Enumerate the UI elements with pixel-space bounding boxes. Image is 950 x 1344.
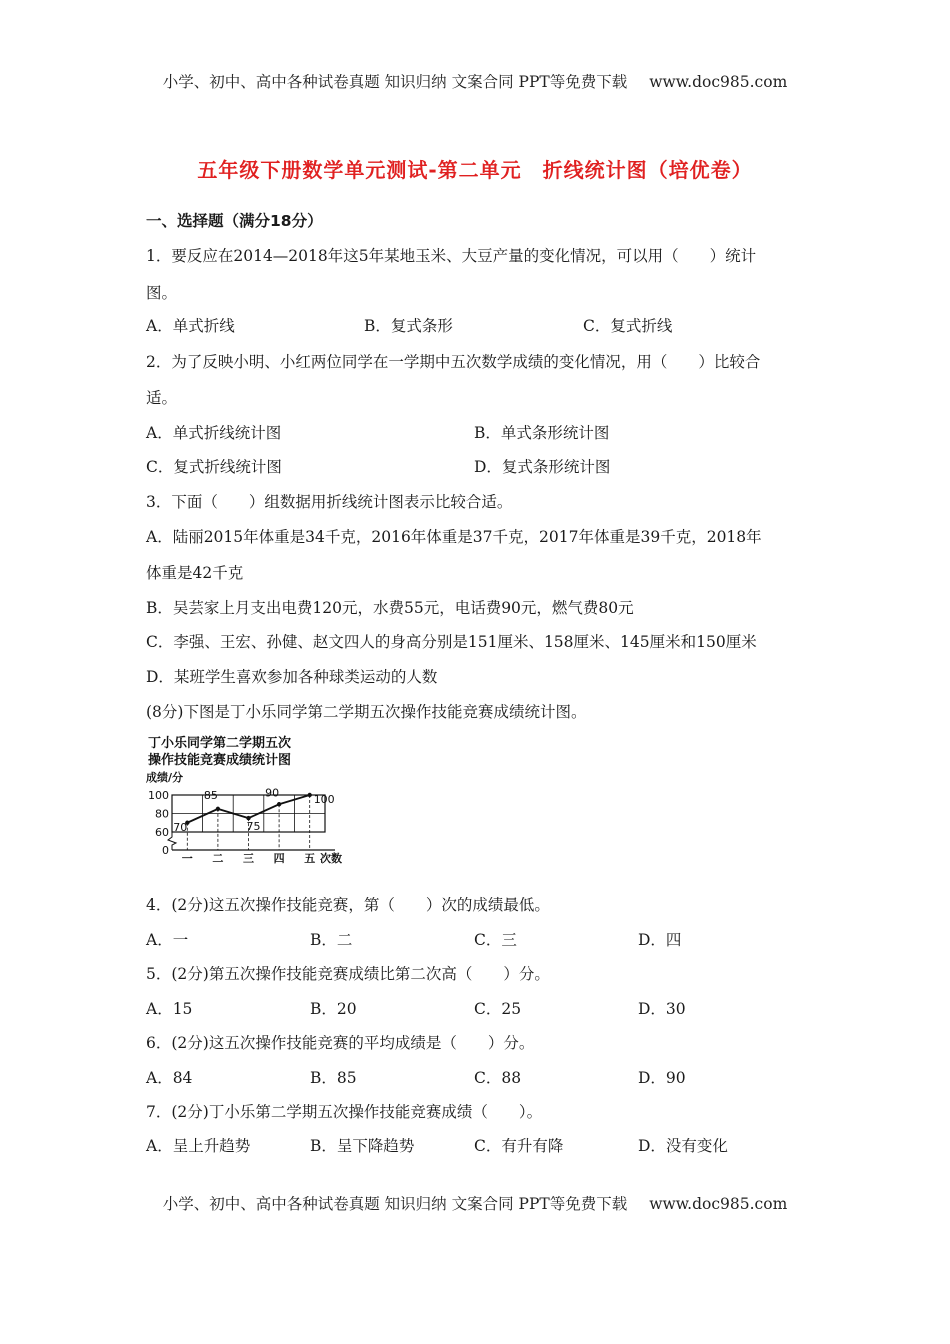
q2-option-c: C．复式折线统计图 <box>146 458 282 476</box>
data-label: 70 <box>173 820 188 834</box>
axis-break <box>168 832 176 850</box>
data-label: 90 <box>265 786 280 800</box>
q6-option-b: B．85 <box>310 1069 357 1087</box>
chart-series <box>173 786 334 834</box>
page-title: 五年级下册数学单元测试-第二单元 折线统计图（培优卷） <box>197 158 753 182</box>
x-tick-label: 二 <box>212 852 224 865</box>
y-tick-label: 60 <box>155 826 169 839</box>
question-6: 6．(2分)这五次操作技能竞赛的平均成绩是（ ）分。 <box>146 1034 535 1052</box>
section-heading: 一、选择题（满分18分） <box>146 212 323 230</box>
chart-y-ticks <box>148 789 169 857</box>
q4-option-d: D．四 <box>638 931 682 949</box>
q7-option-c: C．有升有降 <box>474 1137 564 1155</box>
q5-option-d: D．30 <box>638 1000 686 1018</box>
question-1: 1．要反应在2014—2018年这5年某地玉米、大豆产量的变化情况，可以用（ ）统计 <box>146 247 757 265</box>
q4-option-a: A．一 <box>146 931 189 949</box>
footer-text: 小学、初中、高中各种试卷真题 知识归纳 文案合同 PPT等免费下载 <box>162 1195 628 1213</box>
y-tick-label: 0 <box>162 844 169 857</box>
q4-option-b: B．二 <box>310 931 353 949</box>
score-line-chart <box>140 732 355 867</box>
header-site[interactable]: www.doc985.com <box>649 73 788 91</box>
data-point <box>277 802 281 806</box>
q5-option-a: A．15 <box>146 1000 193 1018</box>
q7-option-b: B．呈下降趋势 <box>310 1137 415 1155</box>
q1-option-b: B．复式条形 <box>364 317 453 335</box>
x-tick-label: 三 <box>243 852 254 865</box>
data-label: 100 <box>313 793 335 806</box>
page-header <box>0 70 950 92</box>
q2-option-d: D．复式条形统计图 <box>474 458 611 476</box>
x-tick-label: 四 <box>273 852 285 865</box>
question-2: 2．为了反映小明、小红两位同学在一学期中五次数学成绩的变化情况，用（ ）比较合 <box>146 353 761 371</box>
q3-option-b: B．吴芸家上月支出电费120元，水费55元，电话费90元，燃气费80元 <box>146 599 634 617</box>
question-3: 3．下面（ ）组数据用折线统计图表示比较合适。 <box>146 493 513 511</box>
q3-option-d: D．某班学生喜欢参加各种球类运动的人数 <box>146 668 438 686</box>
q1-option-a: A．单式折线 <box>146 317 235 335</box>
data-point <box>216 807 220 811</box>
x-tick-label: 五 <box>304 852 316 865</box>
chart-ylabel: 成绩/分 <box>146 771 184 784</box>
header-text: 小学、初中、高中各种试卷真题 知识归纳 文案合同 PPT等免费下载 <box>162 73 628 91</box>
x-tick-label: 一 <box>181 852 193 865</box>
chart-title-line-2: 操作技能竞赛成绩统计图 <box>148 753 292 768</box>
question-7: 7．(2分)丁小乐第二学期五次操作技能竞赛成绩（ ）。 <box>146 1103 543 1121</box>
q4-option-c: C．三 <box>474 931 517 949</box>
data-label: 85 <box>203 788 218 802</box>
q7-option-d: D．没有变化 <box>638 1137 728 1155</box>
question-1-cont: 图。 <box>146 284 178 302</box>
q5-option-b: B．20 <box>310 1000 357 1018</box>
q3-option-c: C．李强、王宏、孙健、赵文四人的身高分别是151厘米、158厘米、145厘米和150厘米 <box>146 633 757 651</box>
chart-intro: (8分)下图是丁小乐同学第二学期五次操作技能竞赛成绩统计图。 <box>146 703 587 721</box>
question-4: 4．(2分)这五次操作技能竞赛，第（ ）次的成绩最低。 <box>146 896 550 914</box>
q7-option-a: A．呈上升趋势 <box>146 1137 251 1155</box>
q6-option-c: C．88 <box>474 1069 522 1087</box>
question-5: 5．(2分)第五次操作技能竞赛成绩比第二次高（ ）分。 <box>146 965 550 983</box>
chart-xlabel: 次数 <box>320 852 342 865</box>
chart-title-line-1: 丁小乐同学第二学期五次 <box>148 736 292 751</box>
q3-option-a: A．陆丽2015年体重是34千克，2016年体重是37千克，2017年体重是39千克，2018年 <box>146 528 762 546</box>
data-point <box>308 793 312 797</box>
q5-option-c: C．25 <box>474 1000 522 1018</box>
q6-option-d: D．90 <box>638 1069 686 1087</box>
y-tick-label: 100 <box>148 789 169 802</box>
q2-option-b: B．单式条形统计图 <box>474 424 610 442</box>
q1-option-c: C．复式折线 <box>583 317 673 335</box>
data-label: 75 <box>246 820 261 834</box>
page-footer <box>0 1192 950 1214</box>
q2-option-a: A．单式折线统计图 <box>146 424 282 442</box>
q3-option-a-cont: 体重是42千克 <box>146 564 244 582</box>
y-tick-label: 80 <box>155 807 169 821</box>
question-2-cont: 适。 <box>146 389 178 407</box>
q6-option-a: A．84 <box>146 1069 193 1087</box>
footer-site[interactable]: www.doc985.com <box>649 1195 788 1213</box>
